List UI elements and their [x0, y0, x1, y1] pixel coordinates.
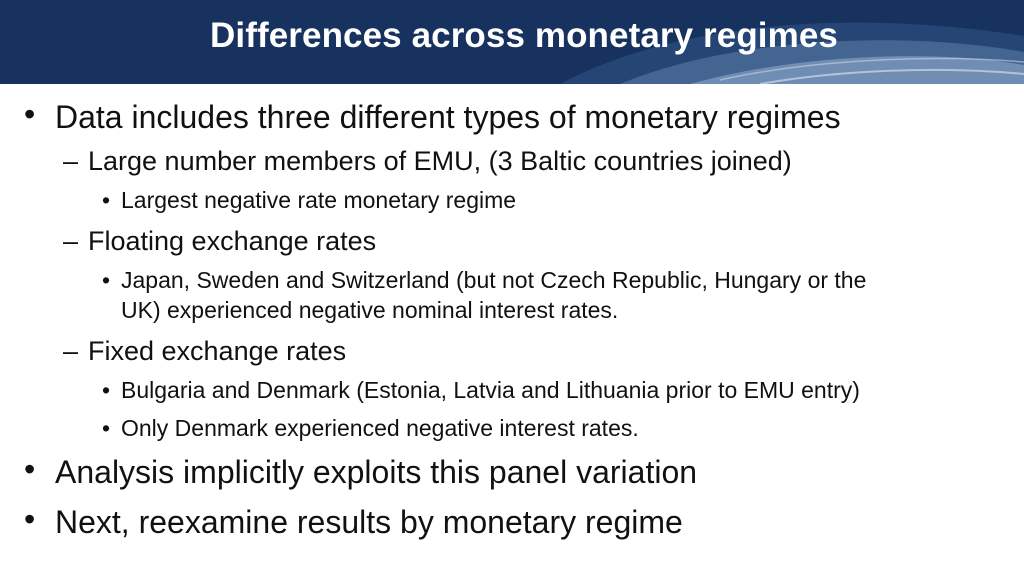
sub-bullet-marker: –	[63, 146, 79, 176]
sub-sub-bullet-text: Only Denmark experienced negative interest rates.	[121, 415, 639, 441]
sub-sub-bullet-text: Japan, Sweden and Switzerland (but not Czech Republic, Hungary or the	[121, 267, 867, 293]
sub-bullet-text: Large number members of EMU, (3 Baltic countries joined)	[88, 146, 792, 176]
sub-sub-bullet-marker: •	[102, 267, 111, 293]
sub-bullet-marker: –	[63, 336, 79, 366]
bullet-text: Data includes three different types of monetary regimes	[55, 99, 841, 135]
sub-sub-bullet-marker: •	[102, 377, 111, 403]
slide-title: Differences across monetary regimes	[210, 16, 838, 55]
bullet-marker: •	[24, 96, 36, 132]
bullet-text: Analysis implicitly exploits this panel variation	[55, 454, 698, 490]
bullet-marker: •	[24, 501, 36, 537]
bullet-text: Next, reexamine results by monetary regime	[55, 504, 683, 540]
sub-bullet-text: Fixed exchange rates	[88, 336, 347, 366]
sub-sub-bullet-marker: •	[102, 187, 111, 213]
bullet-marker: •	[24, 451, 36, 487]
sub-sub-bullet-marker: •	[102, 415, 111, 441]
sub-bullet-text: Floating exchange rates	[88, 226, 377, 256]
sub-sub-bullet-continuation: UK) experienced negative nominal interest rates.	[121, 297, 619, 323]
sub-bullet-marker: –	[63, 226, 79, 256]
sub-sub-bullet-text: Largest negative rate monetary regime	[121, 187, 517, 213]
sub-sub-bullet-text: Bulgaria and Denmark (Estonia, Latvia and Lithuania prior to EMU entry)	[121, 377, 860, 403]
